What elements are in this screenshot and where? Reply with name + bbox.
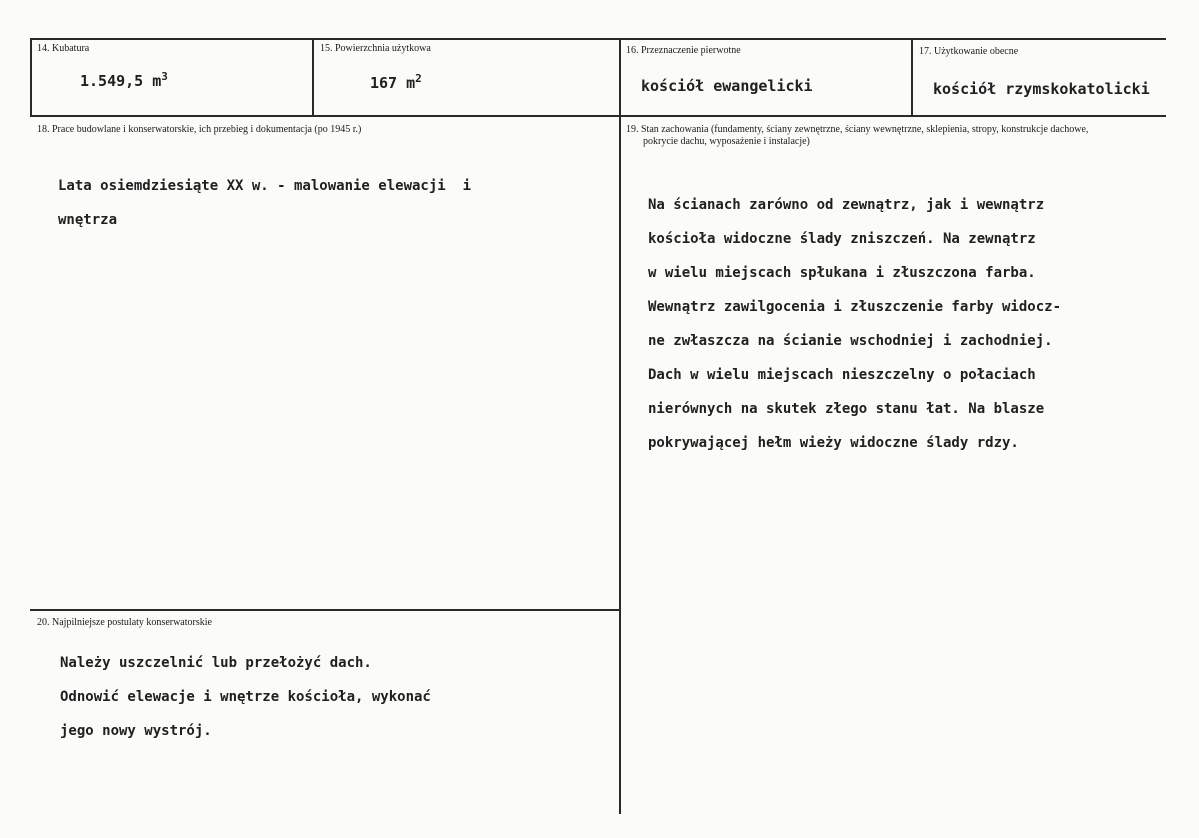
field-14-value: 1.549,5 $m^3$ bbox=[80, 70, 168, 90]
field-16-value: kościół ewangelicki bbox=[641, 77, 813, 95]
col-divider-16-17 bbox=[911, 38, 913, 117]
main-vertical-divider bbox=[619, 38, 621, 814]
field-14-label: 14. Kubatura bbox=[37, 43, 90, 54]
field-19-text bbox=[648, 180, 1061, 469]
field-18-text bbox=[58, 161, 471, 246]
field-20-line: Należy uszczelnić lub przełożyć dach. bbox=[60, 655, 372, 671]
field-19-line: Na ścianach zarówno od zewnątrz, jak i wewnątrz bbox=[648, 197, 1045, 213]
field-19-line: nierównych na skutek złego stanu łat. Na blasze bbox=[648, 401, 1045, 417]
row1-bottom-border bbox=[30, 115, 1166, 117]
field-19-line: Wewnątrz zawilgocenia i złuszczenie farby widocz- bbox=[648, 299, 1062, 315]
field-20-text bbox=[60, 638, 431, 757]
field-18-label: 18. Prace budowlane i konserwatorskie, ich przebieg i dokumentacja (po 1945 r.) bbox=[37, 124, 362, 135]
field-20-line: Odnowić elewacje i wnętrze kościoła, wykonać bbox=[60, 689, 431, 705]
field-19-line: kościoła widoczne ślady zniszczeń. Na zewnątrz bbox=[648, 231, 1036, 247]
field-19-line: w wielu miejscach spłukana i złuszczona farba. bbox=[648, 265, 1036, 281]
field-20-label: 20. Najpilniejsze postulaty konserwatorskie bbox=[37, 617, 212, 628]
field-18-line: wnętrza bbox=[58, 212, 118, 228]
field-15-value: 167 $m^2$ bbox=[370, 72, 422, 92]
field-15-label: 15. Powierzchnia użytkowa bbox=[320, 43, 431, 54]
field-19-line: pokrywającej hełm wieży widoczne ślady rdzy. bbox=[648, 435, 1019, 451]
field-19-label-line: pokrycie dachu, wyposażenie i instalacje) bbox=[643, 136, 810, 147]
field-17-value: kościół rzymskokatolicki bbox=[933, 80, 1150, 98]
field-19-label-line: 19. Stan zachowania (fundamenty, ściany zewnętrzne, ściany wewnętrzne, sklepienia, stropy, konstrukcje dachowe, bbox=[626, 124, 1089, 135]
field-16-label: 16. Przeznaczenie pierwotne bbox=[626, 45, 741, 56]
col-divider-14-15 bbox=[312, 38, 314, 117]
top-border bbox=[30, 38, 1166, 40]
field-18-line: Lata osiemdziesiąte XX w. - malowanie elewacji i bbox=[58, 178, 472, 194]
field-20-line: jego nowy wystrój. bbox=[60, 723, 212, 739]
field-17-label: 17. Użytkowanie obecne bbox=[919, 46, 1019, 57]
field-19-line: ne zwłaszcza na ścianie wschodniej i zachodniej. bbox=[648, 333, 1053, 349]
field-19-label bbox=[626, 124, 1088, 148]
left-border bbox=[30, 38, 32, 117]
field-19-line: Dach w wielu miejscach nieszczelny o połaciach bbox=[648, 367, 1036, 383]
left-section-divider bbox=[30, 609, 620, 611]
